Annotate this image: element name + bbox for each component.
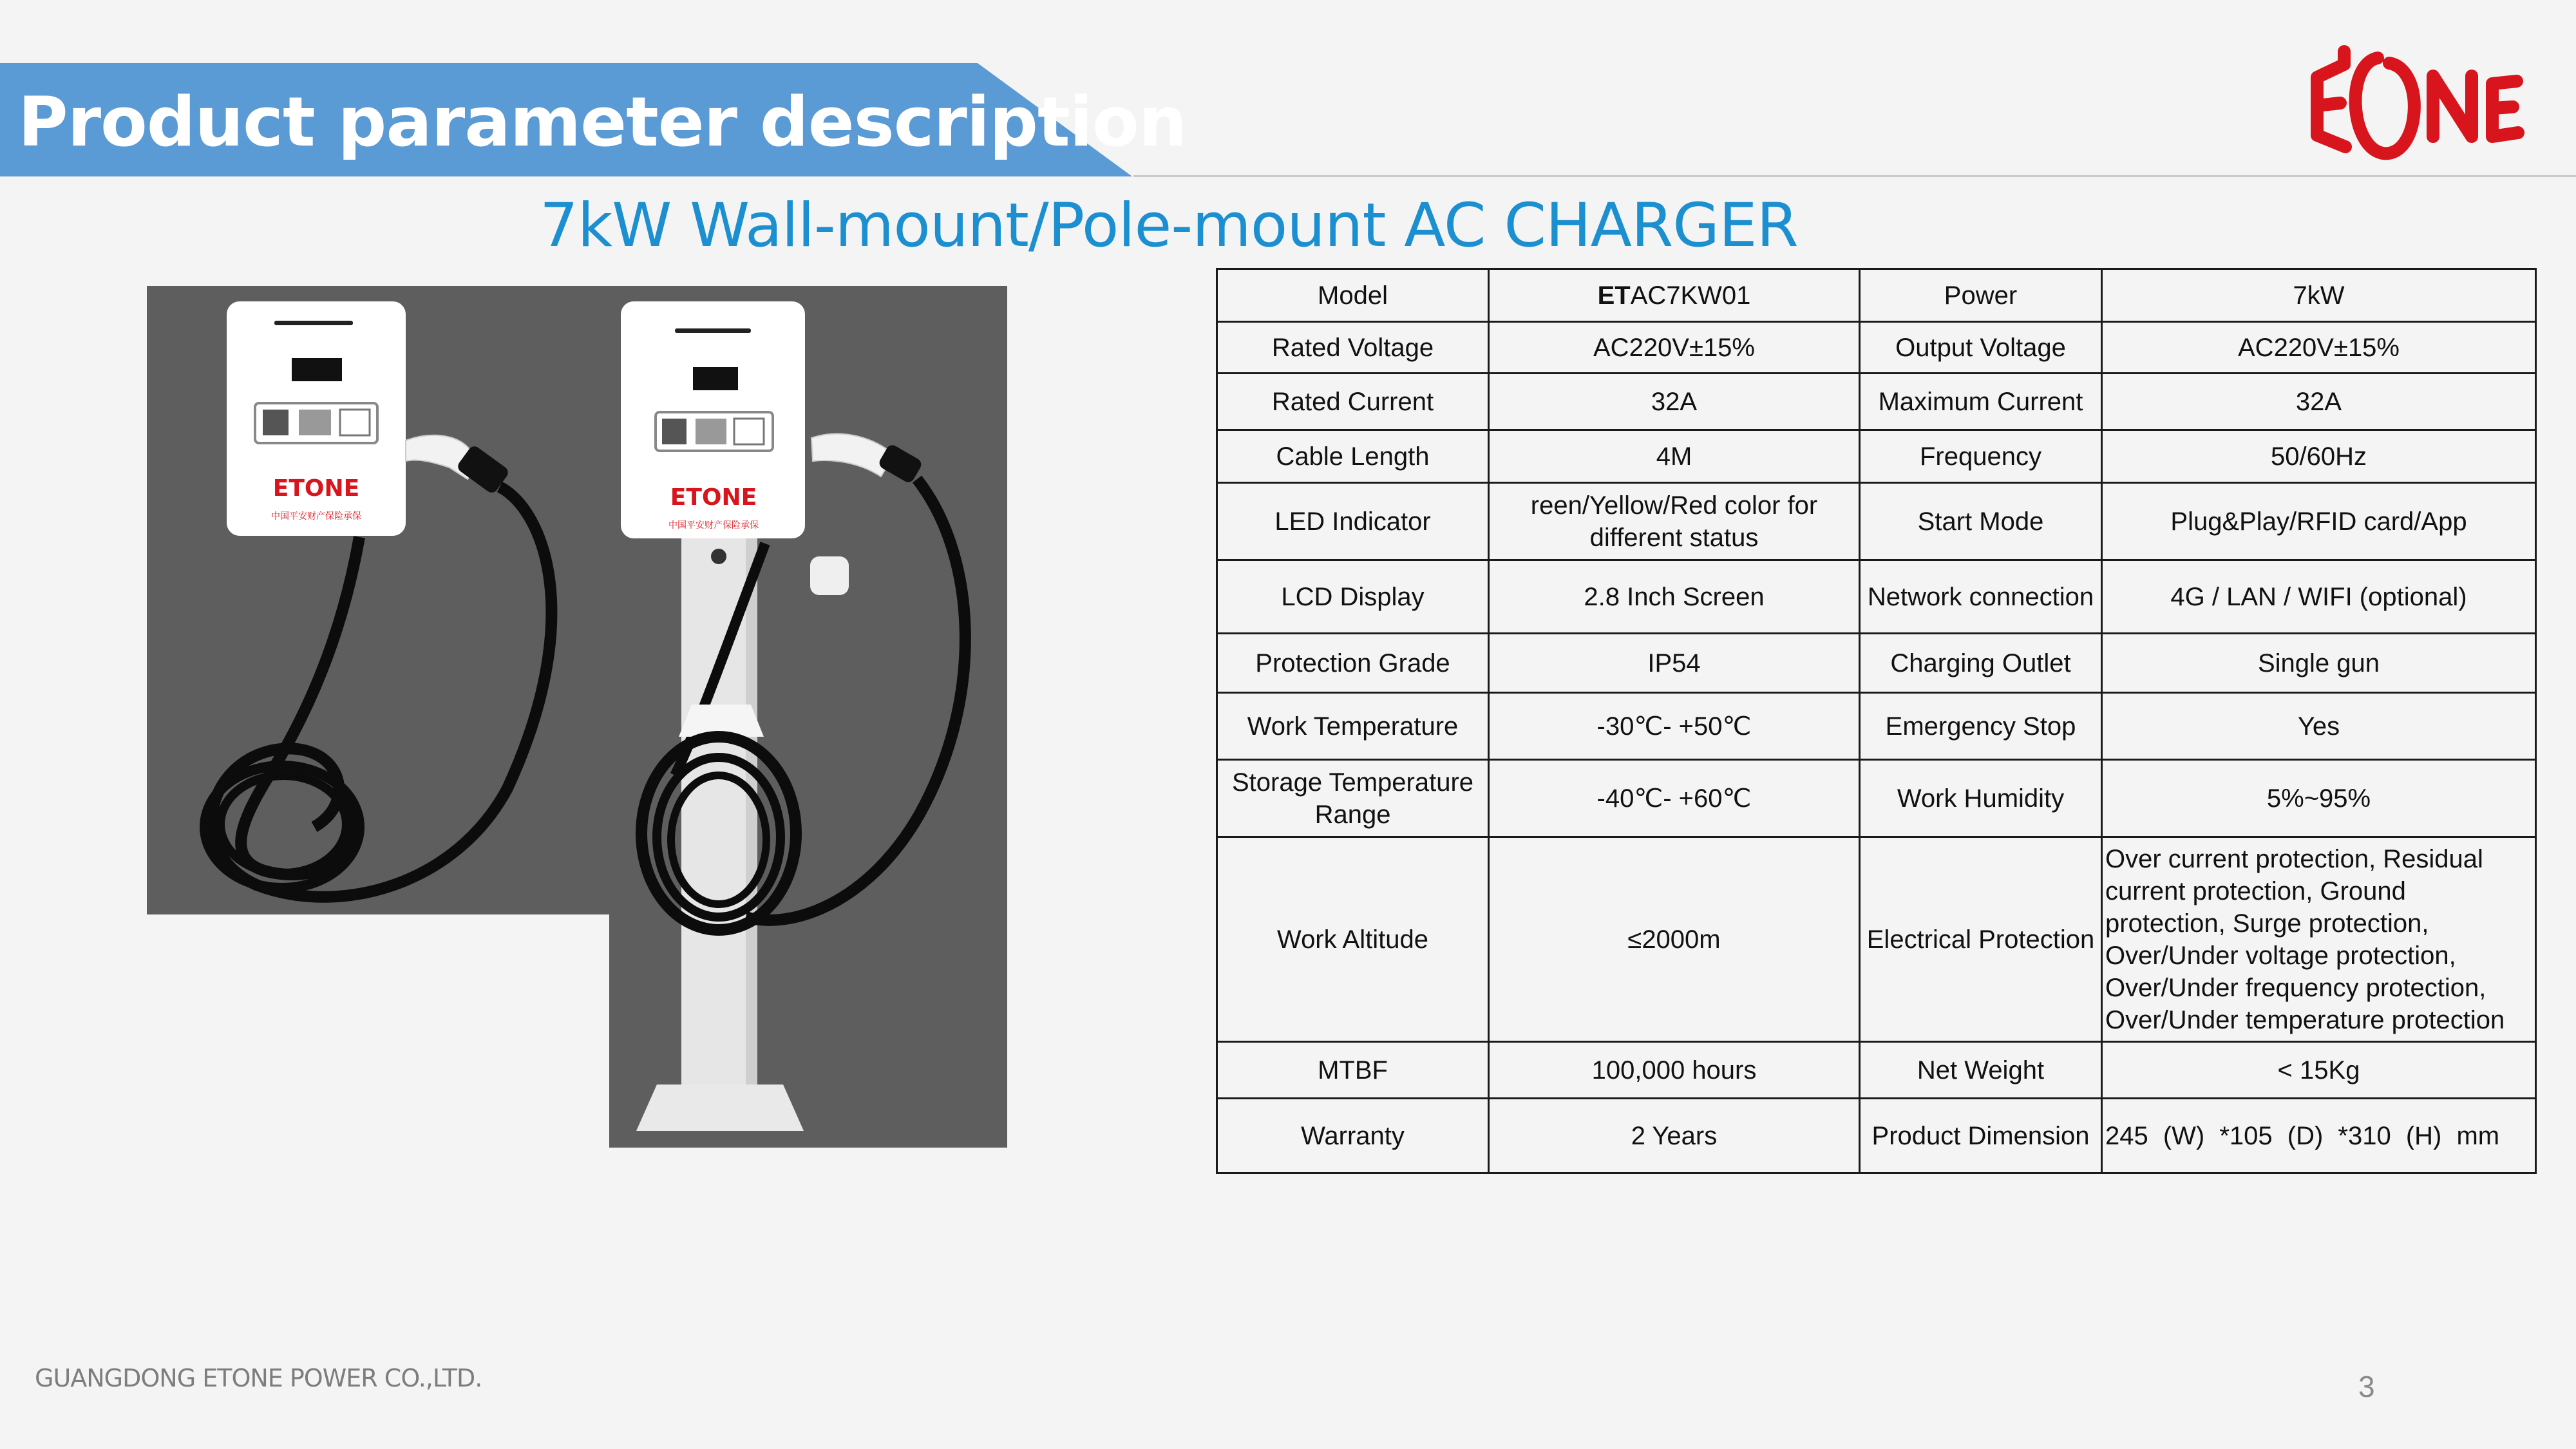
spec-label: Work Humidity <box>1860 760 2102 837</box>
spec-label: Work Temperature <box>1217 693 1489 760</box>
spec-value: 245 (W) *105 (D) *310 (H) mm <box>2102 1099 2536 1173</box>
spec-label: Cable Length <box>1217 430 1489 483</box>
spec-value: 32A <box>1489 374 1860 430</box>
spec-value: 4M <box>1489 430 1860 483</box>
product-subtitle: 7kW Wall-mount/Pole-mount AC CHARGER <box>540 191 1798 261</box>
table-row <box>1217 634 2536 693</box>
spec-value: AC220V±15% <box>2102 322 2536 374</box>
spec-label: Product Dimension <box>1860 1099 2102 1173</box>
table-row <box>1217 560 2536 634</box>
table-row <box>1217 1042 2536 1099</box>
spec-value <box>1489 269 1860 322</box>
spec-value: AC220V±15% <box>1489 322 1860 374</box>
wall-unit-logo: ETONE <box>272 475 360 502</box>
spec-label: Charging Outlet <box>1860 634 2102 693</box>
spec-value: 50/60Hz <box>2102 430 2536 483</box>
spec-label: Electrical Protection <box>1860 837 2102 1042</box>
spec-label: Protection Grade <box>1217 634 1489 693</box>
page-number: 3 <box>2358 1370 2375 1403</box>
spec-value: reen/Yellow/Red color for different status <box>1489 483 1860 560</box>
spec-label: MTBF <box>1217 1042 1489 1099</box>
table-row <box>1217 374 2536 430</box>
spec-label: Warranty <box>1217 1099 1489 1173</box>
spec-label: Output Voltage <box>1860 322 2102 374</box>
table-row <box>1217 269 2536 322</box>
table-row <box>1217 483 2536 560</box>
table-row <box>1217 693 2536 760</box>
spec-value: Over current protection, Residual current protection, Ground protection, Surge protection, Over/Under voltage protection, Over/Under frequency protection, Over/Under temperature protection <box>2102 837 2536 1042</box>
page-title: Product parameter description <box>18 82 1187 162</box>
spec-label: Model <box>1217 269 1489 322</box>
spec-value: 7kW <box>2102 269 2536 322</box>
table-row <box>1217 837 2536 1042</box>
spec-value: 5%~95% <box>2102 760 2536 837</box>
charger-product-photo <box>147 286 1007 1148</box>
spec-value: < 15Kg <box>2102 1042 2536 1099</box>
pole-unit-tagline: 中国平安财产保险承保 <box>668 520 759 531</box>
spec-label: Rated Current <box>1217 374 1489 430</box>
spec-label: Power <box>1860 269 2102 322</box>
table-row <box>1217 1099 2536 1173</box>
etone-logo <box>2299 39 2524 167</box>
spec-value: 100,000 hours <box>1489 1042 1860 1099</box>
spec-value: -40℃- +60℃ <box>1489 760 1860 837</box>
spec-label: Maximum Current <box>1860 374 2102 430</box>
spec-value: IP54 <box>1489 634 1860 693</box>
table-row <box>1217 760 2536 837</box>
spec-table <box>1216 268 2537 1174</box>
spec-value: 4G / LAN / WIFI (optional) <box>2102 560 2536 634</box>
spec-label: Start Mode <box>1860 483 2102 560</box>
wall-unit-tagline: 中国平安财产保险承保 <box>271 511 361 522</box>
spec-label: Rated Voltage <box>1217 322 1489 374</box>
spec-label: Storage Temperature Range <box>1217 760 1489 837</box>
header-divider <box>1133 175 2576 177</box>
spec-value: Plug&Play/RFID card/App <box>2102 483 2536 560</box>
spec-value: 32A <box>2102 374 2536 430</box>
table-row <box>1217 322 2536 374</box>
spec-value: 2 Years <box>1489 1099 1860 1173</box>
spec-label: LED Indicator <box>1217 483 1489 560</box>
spec-label: Net Weight <box>1860 1042 2102 1099</box>
spec-label: Frequency <box>1860 430 2102 483</box>
spec-label: Network connection <box>1860 560 2102 634</box>
spec-value: ≤2000m <box>1489 837 1860 1042</box>
spec-value: 2.8 Inch Screen <box>1489 560 1860 634</box>
spec-label: Emergency Stop <box>1860 693 2102 760</box>
table-row <box>1217 430 2536 483</box>
pole-unit-logo: ETONE <box>670 484 757 511</box>
spec-label: Work Altitude <box>1217 837 1489 1042</box>
spec-value: Yes <box>2102 693 2536 760</box>
model-prefix: ET <box>1597 281 1631 310</box>
spec-label: LCD Display <box>1217 560 1489 634</box>
spec-value: -30℃- +50℃ <box>1489 693 1860 760</box>
header-banner <box>0 63 1187 176</box>
company-footer: GUANGDONG ETONE POWER CO.,LTD. <box>35 1364 482 1392</box>
spec-value: Single gun <box>2102 634 2536 693</box>
model-code: AC7KW01 <box>1630 281 1751 310</box>
